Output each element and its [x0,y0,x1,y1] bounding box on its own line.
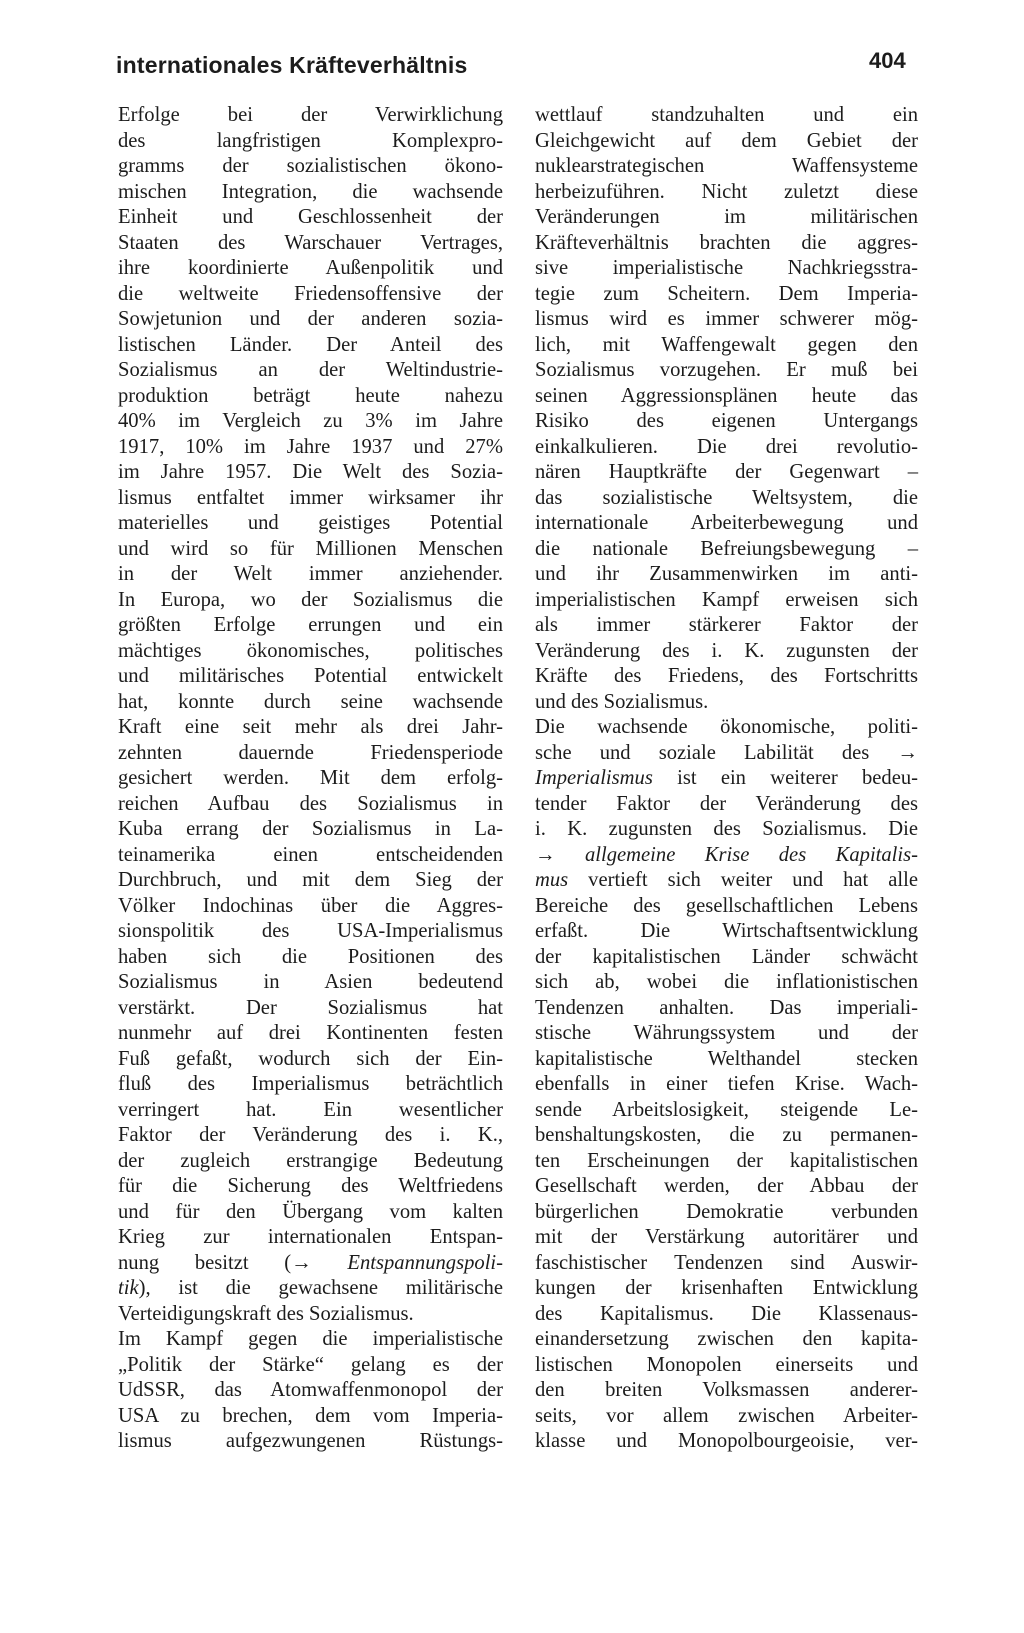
line-text: in der Welt immer anziehender. [118,563,503,585]
text-line [118,205,503,231]
text-line [535,103,918,129]
text-line [118,817,503,843]
line-text: nären Hauptkräfte der Gegenwart – [535,461,918,483]
italic-text[interactable]: → allgemeine Krise des Kapitalis- [535,843,918,866]
line-text: Krieg zur internationalen Entspan- [118,1226,503,1248]
line-text: materielles und geistiges Potential [118,512,503,534]
text-line [535,282,918,308]
line-text: einandersetzung zwischen den kapita- [535,1328,918,1350]
line-text: und militärisches Potential entwickelt [118,665,503,687]
text-line [118,358,503,384]
text-line [535,129,918,155]
text-line [118,792,503,818]
text-line [118,919,503,945]
line-text: mit der Verstärkung autoritärer und [535,1226,918,1248]
line-text: gesichert werden. Mit dem erfolg- [118,767,503,789]
line-text: faschistischer Tendenzen sind Auswir- [535,1251,918,1274]
text-line [118,129,503,155]
text-line [535,945,918,971]
text-line [118,256,503,282]
italic-text[interactable]: → Entspannungspoli- [291,1251,503,1274]
text-line [535,766,918,792]
text-line [118,154,503,180]
text-line [535,333,918,359]
line-text: 1917, 10% im Jahre 1937 und 27% [118,435,503,458]
text-line [535,1251,918,1277]
text-line [118,766,503,792]
line-text: lismus aufgezwungenen Rüstungs- [118,1430,503,1452]
text-line [535,741,918,767]
line-text: zehnten dauernde Friedensperiode [118,741,503,764]
text-line [118,588,503,614]
text-line [535,486,918,512]
text-line [535,690,918,716]
italic-text[interactable]: Imperialismus [535,767,653,789]
text-line [118,843,503,869]
text-line [535,613,918,639]
text-line [535,1429,918,1455]
text-line [118,970,503,996]
line-text: sche und soziale Labilität des → [535,741,918,764]
text-line [535,843,918,869]
text-line [118,639,503,665]
line-text: Sozialismus in Asien bedeutend [118,971,503,993]
line-text: Kraft eine seit mehr als drei Jahr- [118,716,503,738]
line-text: benshaltungskosten, die zu permanen- [535,1124,918,1146]
text-line [118,486,503,512]
line-text: lich, mit Waffengewalt gegen den [535,333,918,356]
text-line [535,511,918,537]
text-line [535,460,918,486]
text-line [118,741,503,767]
text-line [118,282,503,308]
line-text: Tendenzen anhalten. Das imperiali- [535,996,918,1019]
text-line [535,562,918,588]
line-text: sive imperialistische Nachkriegsstra- [535,257,918,279]
text-line [118,307,503,333]
text-line [118,1123,503,1149]
line-text: USA zu brechen, dem vom Imperia- [118,1404,503,1427]
text-line [118,1072,503,1098]
line-text: mächtiges ökonomisches, politisches [118,639,503,662]
italic-text[interactable]: mus [535,869,569,891]
text-line [535,1302,918,1328]
line-text: ist ein weiterer bedeu- [652,767,918,789]
text-line [118,1174,503,1200]
text-line [118,1098,503,1124]
text-line [118,511,503,537]
text-line [118,460,503,486]
line-text: listischen Länder. Der Anteil des [118,333,503,356]
text-line [535,715,918,741]
line-text: Sowjetunion und der anderen sozia- [118,308,503,330]
text-line [535,1098,918,1124]
line-text: ten Erscheinungen der kapitalistischen [535,1149,918,1172]
line-text: haben sich die Positionen des [118,945,503,968]
text-line [535,1276,918,1302]
line-text: tender Faktor der Veränderung des [535,792,918,815]
line-text: Fuß gefaßt, wodurch sich der Ein- [118,1047,503,1070]
line-text: Veränderungen im militärischen [535,206,918,228]
text-line [118,1327,503,1353]
text-line [535,1404,918,1430]
line-text: In Europa, wo der Sozialismus die [118,588,503,611]
text-line [118,1200,503,1226]
text-line [118,1302,503,1328]
line-text: ihre koordinierte Außenpolitik und [118,257,503,279]
line-text: bürgerlichen Demokratie verbunden [535,1200,918,1223]
line-text: verstärkt. Der Sozialismus hat [118,996,503,1019]
line-text: das sozialistische Weltsystem, die [535,486,918,509]
text-line [118,1404,503,1430]
line-text: seits, vor allem zwischen Arbeiter- [535,1404,918,1427]
text-line [535,358,918,384]
line-text: Völker Indochinas über die Aggres- [118,894,503,917]
line-text: den breiten Volksmassen anderer- [535,1379,918,1401]
text-line [118,1353,503,1379]
line-text: Einheit und Geschlossenheit der [118,206,503,228]
line-text: Risiko des eigenen Untergangs [535,410,918,432]
text-line [535,588,918,614]
line-text: kungen der krisenhaften Entwicklung [535,1277,918,1299]
line-text: und wird so für Millionen Menschen [118,537,503,560]
text-line [118,894,503,920]
text-line [118,409,503,435]
line-text: kapitalistische Welthandel stecken [535,1047,918,1070]
line-text: hat, konnte durch seine wachsende [118,690,503,713]
line-text: lismus entfaltet immer wirksamer ihr [118,486,503,509]
line-text: als immer stärkerer Faktor der [535,614,918,636]
text-line [118,715,503,741]
text-line [535,409,918,435]
line-text: vertieft sich weiter und hat alle [568,869,918,891]
line-text: Durchbruch, und mit dem Sieg der [118,869,503,891]
text-line [535,180,918,206]
text-line [118,562,503,588]
text-line [535,231,918,257]
line-text: und des Sozialismus. [535,690,709,713]
line-text: des Kapitalismus. Die Klassenaus- [535,1302,918,1325]
line-text: die weltweite Friedensoffensive der [118,282,503,305]
line-text: i. K. zugunsten des Sozialismus. Die [535,818,918,840]
left-text-column [118,103,503,1455]
text-line [535,817,918,843]
line-text: sionspolitik des USA-Imperialismus [118,920,503,942]
line-text: Kräfte des Friedens, des Fortschritts [535,665,918,687]
text-line [535,1149,918,1175]
text-line [118,690,503,716]
text-line [535,1200,918,1226]
text-line [118,613,503,639]
text-line [535,154,918,180]
text-line [535,639,918,665]
line-text: 40% im Vergleich zu 3% im Jahre [118,410,503,432]
line-text: ), ist die gewachsene militärische [138,1277,503,1299]
line-text: herbeizuführen. Nicht zuletzt diese [535,180,918,203]
line-text: nunmehr auf drei Kontinenten festen [118,1022,503,1044]
line-text: Die wachsende ökonomische, politi- [535,716,918,738]
line-text: nuklearstrategischen Waffensysteme [535,155,918,177]
italic-text[interactable]: tik [118,1277,139,1299]
line-text: reichen Aufbau des Sozialismus in [118,792,503,815]
line-text: die nationale Befreiungsbewegung – [535,537,918,560]
line-text: der zugleich erstrangige Bedeutung [118,1149,503,1172]
line-text: listischen Monopolen einerseits und [535,1353,918,1376]
text-line [535,1378,918,1404]
text-line [118,1251,503,1277]
text-line [535,307,918,333]
text-line [535,1021,918,1047]
text-line [118,996,503,1022]
line-text: Gleichgewicht auf dem Gebiet der [535,129,918,152]
text-line [118,231,503,257]
text-line [118,1149,503,1175]
line-text: Sozialismus vorzugehen. Er muß bei [535,359,918,381]
line-text: UdSSR, das Atomwaffenmonopol der [118,1379,503,1401]
text-line [118,1378,503,1404]
line-text: Sozialismus an der Weltindustrie- [118,359,503,381]
text-line [535,1072,918,1098]
text-line [535,384,918,410]
line-text: tegie zum Scheitern. Dem Imperia- [535,282,918,305]
line-text: Kuba errang der Sozialismus in La- [118,818,503,840]
line-text: Kräfteverhältnis brachten die aggres- [535,231,918,254]
line-text: gramms der sozialistischen ökono- [118,155,503,177]
line-text: Faktor der Veränderung des i. K., [118,1124,503,1146]
text-line [118,537,503,563]
line-text: erfaßt. Die Wirtschaftsentwicklung [535,920,918,942]
text-line [535,996,918,1022]
line-text: „Politik der Stärke“ gelang es der [118,1353,503,1376]
text-line [535,664,918,690]
text-line [535,205,918,231]
line-text: verringert hat. Ein wesentlicher [118,1098,503,1121]
text-line [535,868,918,894]
text-line [118,333,503,359]
line-text: sich ab, wobei die inflationistischen [535,971,918,993]
line-text: Staaten des Warschauer Vertrages, [118,231,503,254]
line-text: Verteidigungskraft des Sozialismus. [118,1302,414,1325]
line-text: Bereiche des gesellschaftlichen Lebens [535,894,918,917]
line-text: Gesellschaft werden, der Abbau der [535,1175,918,1197]
text-line [118,1021,503,1047]
text-line [535,435,918,461]
text-line [535,919,918,945]
text-line [118,384,503,410]
text-line [118,868,503,894]
text-line [535,894,918,920]
text-line [118,1225,503,1251]
text-line [118,1276,503,1302]
line-text: fluß des Imperialismus beträchtlich [118,1073,503,1095]
text-line [535,792,918,818]
text-line [535,1174,918,1200]
text-line [535,1327,918,1353]
line-text: mischen Integration, die wachsende [118,180,503,203]
line-text: im Jahre 1957. Die Welt des Sozia- [118,461,503,483]
line-text: imperialistischen Kampf erweisen sich [535,588,918,611]
text-line [118,103,503,129]
line-text: Im Kampf gegen die imperialistische [118,1328,503,1350]
text-line [535,256,918,282]
running-header-title: internationales Kräfteverhältnis [116,52,468,78]
line-text: sende Arbeitslosigkeit, steigende Le- [535,1098,918,1121]
text-line [118,180,503,206]
line-text: Veränderung des i. K. zugunsten der [535,639,918,662]
text-line [118,1047,503,1073]
line-text: Erfolge bei der Verwirklichung [118,104,503,126]
line-text: und für den Übergang vom kalten [118,1200,503,1223]
line-text: für die Sicherung des Weltfriedens [118,1175,503,1197]
line-text: nung besitzt ( [118,1251,292,1274]
line-text: seinen Aggressionsplänen heute das [535,384,918,407]
text-line [535,1353,918,1379]
line-text: des langfristigen Komplexpro- [118,129,503,152]
line-text: ebenfalls in einer tiefen Krise. Wach- [535,1073,918,1095]
right-text-column [535,103,918,1455]
line-text: und ihr Zusammenwirken im anti- [535,563,918,585]
line-text: produktion beträgt heute nahezu [118,384,503,407]
text-line [535,537,918,563]
line-text: teinamerika einen entscheidenden [118,843,503,866]
text-line [118,945,503,971]
line-text: lismus wird es immer schwerer mög- [535,308,918,330]
line-text: klasse und Monopolbourgeoisie, ver- [535,1430,918,1452]
line-text: einkalkulieren. Die drei revolutio- [535,435,918,458]
line-text: größten Erfolge errungen und ein [118,614,503,636]
text-line [118,664,503,690]
text-line [118,1429,503,1455]
page-number: 404 [869,48,906,73]
text-line [535,1225,918,1251]
line-text: stische Währungssystem und der [535,1022,918,1044]
text-line [535,970,918,996]
line-text: der kapitalistischen Länder schwächt [535,945,918,968]
line-text: internationale Arbeiterbewegung und [535,512,918,534]
text-line [535,1047,918,1073]
text-line [118,435,503,461]
text-line [535,1123,918,1149]
line-text: wettlauf standzuhalten und ein [535,104,918,126]
